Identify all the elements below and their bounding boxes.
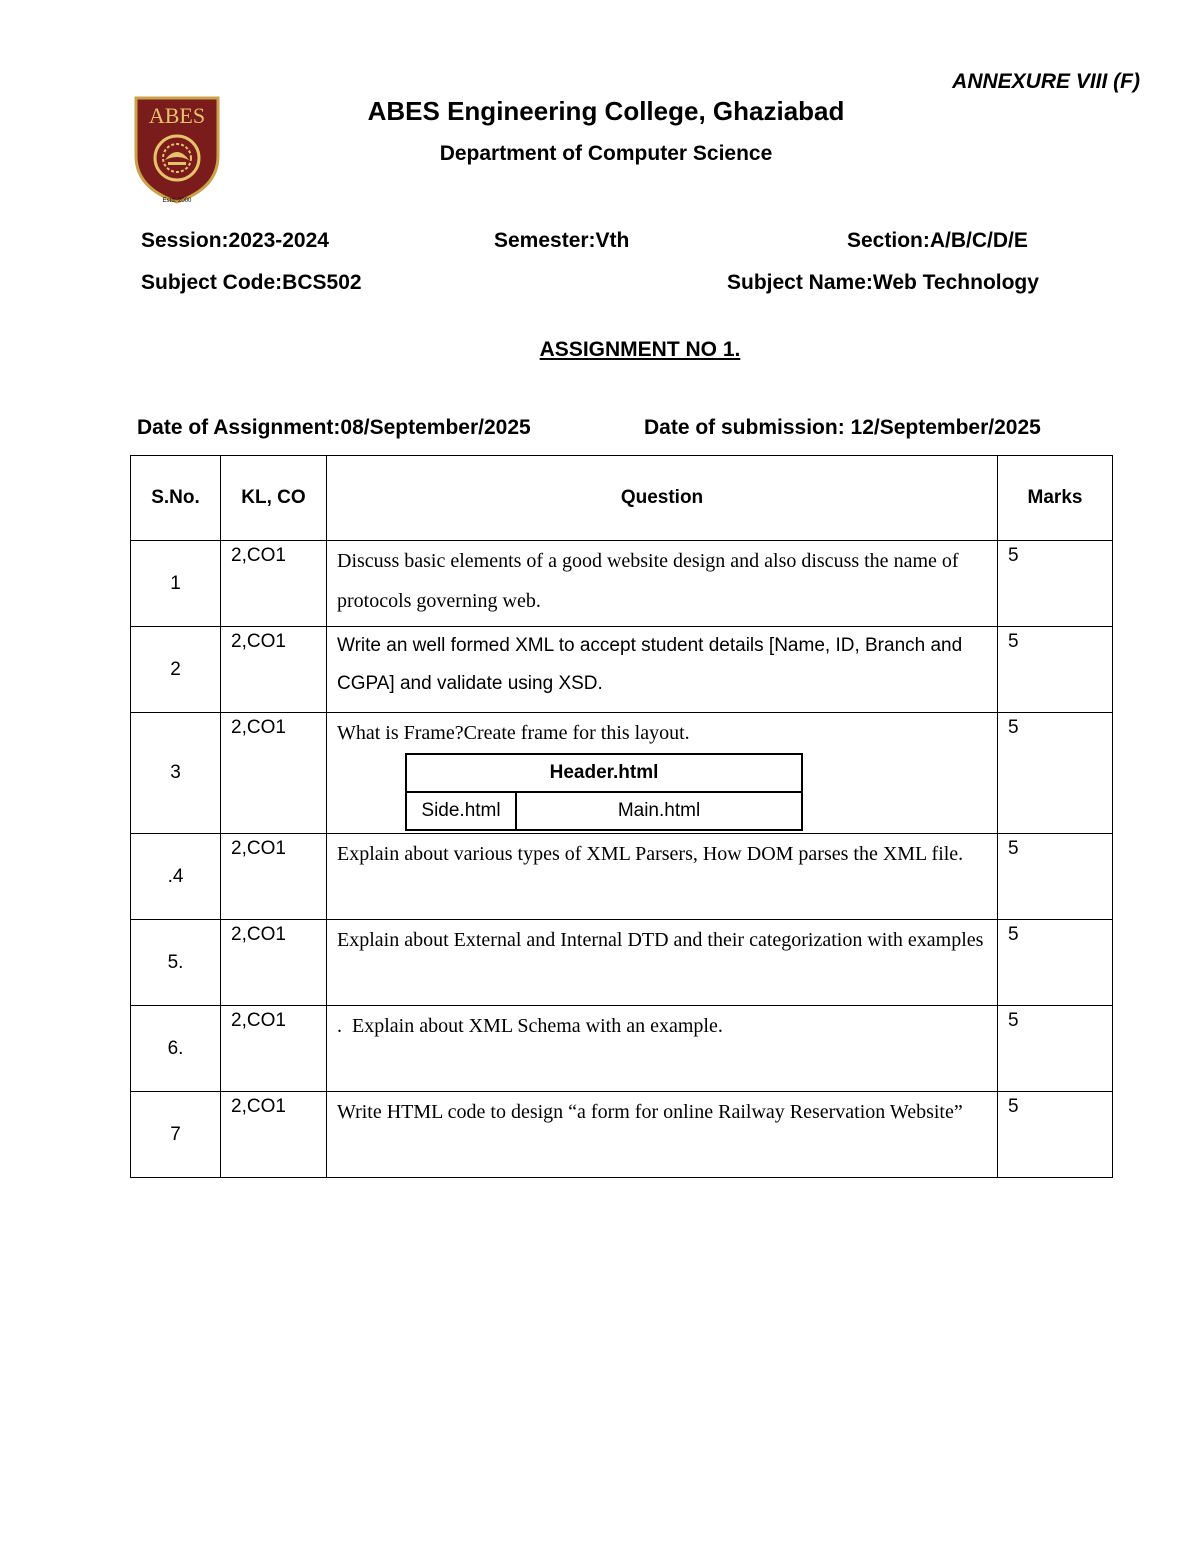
- row-marks: 5: [998, 1092, 1113, 1178]
- table-row: [131, 627, 1113, 713]
- college-name: ABES Engineering College, Ghaziabad: [367, 96, 845, 126]
- row-sno: .4: [131, 834, 221, 920]
- row-question: Explain about various types of XML Parsers, How DOM parses the XML file.: [327, 834, 998, 920]
- frame-side: Side.html: [406, 792, 516, 830]
- annexure-label: ANNEXURE VIII (F): [952, 70, 1140, 93]
- row-klco: 2,CO1: [221, 541, 327, 627]
- header-klco: KL, CO: [221, 456, 327, 541]
- row-marks: 5: [998, 541, 1113, 627]
- frame-layout-diagram: [337, 753, 987, 833]
- row-sno: 7: [131, 1092, 221, 1178]
- header-question: Question: [327, 456, 998, 541]
- row-marks: 5: [998, 920, 1113, 1006]
- table-row: [131, 713, 1113, 834]
- header-marks: Marks: [998, 456, 1113, 541]
- table-header-row: [131, 456, 1113, 541]
- table-row: [131, 920, 1113, 1006]
- header-sno: S.No.: [131, 456, 221, 541]
- table-row: [131, 541, 1113, 627]
- row-question-cell: [327, 713, 998, 834]
- section-field: Section:A/B/C/D/E: [847, 229, 1028, 252]
- row-klco: 2,CO1: [221, 920, 327, 1006]
- row-sno: 2: [131, 627, 221, 713]
- frame-main: Main.html: [516, 792, 802, 830]
- date-of-submission: Date of submission: 12/September/2025: [644, 416, 1041, 439]
- semester-field: Semester:Vth: [494, 229, 630, 252]
- row-question: Write HTML code to design “a form for online Railway Reservation Website”: [327, 1092, 998, 1178]
- table-row: [131, 834, 1113, 920]
- row-klco: 2,CO1: [221, 627, 327, 713]
- row-marks: 5: [998, 627, 1113, 713]
- subject-name-field: Subject Name:Web Technology: [727, 271, 1039, 294]
- assignment-title: ASSIGNMENT NO 1.: [539, 338, 741, 361]
- date-of-assignment: Date of Assignment:08/September/2025: [137, 416, 531, 439]
- row-question: . Explain about XML Schema with an example.: [327, 1006, 998, 1092]
- row-sno: 1: [131, 541, 221, 627]
- table-row: [131, 1006, 1113, 1092]
- department-name: Department of Computer Science: [439, 142, 773, 165]
- row-sno: 5.: [131, 920, 221, 1006]
- frame-layout-table: [405, 753, 803, 831]
- row-marks: 5: [998, 713, 1113, 834]
- row-question: Explain about External and Internal DTD and their categorization with examples: [327, 920, 998, 1006]
- row-klco: 2,CO1: [221, 1006, 327, 1092]
- row-sno: 3: [131, 713, 221, 834]
- row-marks: 5: [998, 834, 1113, 920]
- logo-text: ABES: [148, 103, 206, 128]
- row-klco: 2,CO1: [221, 713, 327, 834]
- row-klco: 2,CO1: [221, 1092, 327, 1178]
- session-field: Session:2023-2024: [141, 229, 329, 252]
- row-marks: 5: [998, 1006, 1113, 1092]
- row-question: Discuss basic elements of a good website design and also discuss the name of protocols governing web.: [327, 541, 998, 627]
- row-sno: 6.: [131, 1006, 221, 1092]
- row-question: What is Frame?Create frame for this layout.: [337, 722, 690, 744]
- assignment-table: [130, 455, 1113, 1178]
- table-row: [131, 1092, 1113, 1178]
- row-question: Write an well formed XML to accept student details [Name, ID, Branch and CGPA] and validate using XSD.: [327, 627, 998, 713]
- frame-header: Header.html: [406, 754, 802, 792]
- row-klco: 2,CO1: [221, 834, 327, 920]
- subject-code-field: Subject Code:BCS502: [141, 271, 362, 294]
- logo-estd: Estd. 2000: [162, 198, 192, 204]
